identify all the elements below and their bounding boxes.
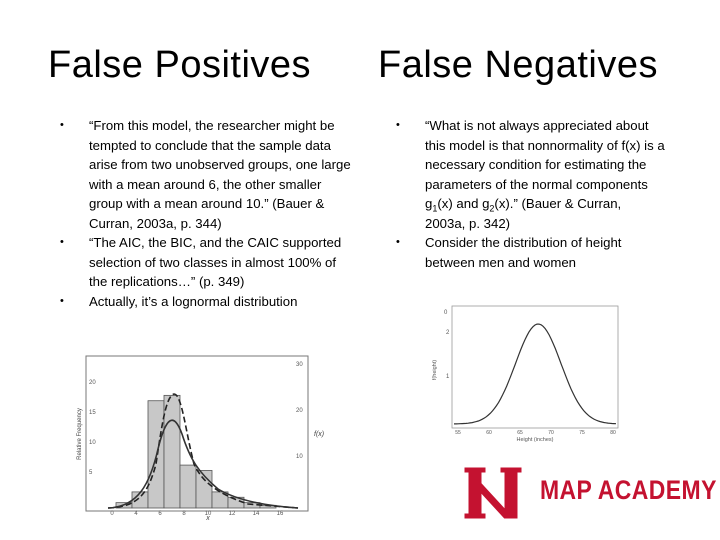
- map-academy-logo: [460, 461, 717, 525]
- tick-label: 5: [89, 470, 93, 476]
- bullet-dot: •: [60, 119, 64, 131]
- tick-label: 20: [89, 380, 96, 386]
- bullet-text: Actually, it’s a lognormal distribution: [89, 293, 298, 309]
- tick-label: 30: [296, 362, 303, 368]
- tick-label: 10: [89, 440, 96, 446]
- tick-label: 2: [446, 330, 450, 336]
- bullet-dot: •: [396, 236, 400, 248]
- tick-label: 80: [610, 430, 616, 436]
- left-column-title: False Positives: [48, 44, 312, 86]
- y-tick-labels: [446, 330, 450, 380]
- list-item: [60, 292, 357, 312]
- tick-label: 10: [296, 454, 303, 460]
- tick-label: 12: [228, 511, 236, 517]
- histogram-bar: [132, 492, 148, 508]
- lognormal-histogram-figure: [77, 354, 325, 524]
- y-axis-label: f(height): [432, 359, 438, 381]
- nebraska-n-icon: [460, 461, 532, 525]
- list-item: [396, 233, 665, 272]
- tick-label: 65: [517, 430, 523, 436]
- bullet-text: “From this model, the researcher might be tempted to conclude that the sample data arise from two unobserved groups, one large with a mean around 6, the other smaller group with a mean around 10.” (Bauer & Curran, 2003a, p. 344): [89, 118, 351, 231]
- bullet-text: “What is not always appreciated about this model is that nonnormality of f(x) is a necessary condition for estimating the parameters of the normal components $g_1(x)$ and $g_2(x)$.” (Bauer & Curran, 2003a, p. 342): [425, 118, 665, 231]
- tick-label: 55: [455, 430, 461, 436]
- tick-label: 20: [296, 408, 303, 414]
- x-axis-label: Height (inches): [516, 437, 554, 443]
- false-positives-list: [60, 116, 357, 311]
- tick-label: 6: [158, 511, 162, 517]
- bullet-text: “The AIC, the BIC, and the CAIC supported selection of two classes in almost 100% of the replications…” (p. 349): [89, 235, 342, 289]
- y-axis-label: Relative Frequency: [77, 408, 83, 460]
- x-tick-labels: [110, 511, 284, 517]
- right-column-title: False Negatives: [378, 44, 658, 86]
- bullet-dot: •: [60, 236, 64, 248]
- histogram-bar: [180, 465, 196, 508]
- histogram-bar: [164, 395, 180, 508]
- list-item: [60, 116, 357, 233]
- bullet-dot: •: [396, 119, 400, 131]
- list-item: [396, 116, 665, 233]
- height-normal-figure: [424, 300, 622, 442]
- list-item: [60, 233, 357, 292]
- bullet-text: Consider the distribution of height between men and women: [425, 235, 622, 270]
- corner-label: 0: [444, 310, 448, 316]
- tick-label: 14: [252, 511, 260, 517]
- tick-label: 60: [486, 430, 492, 436]
- plot-frame: [452, 306, 618, 428]
- x-tick-labels: [455, 430, 616, 436]
- right-axis-label: f(x): [314, 431, 325, 438]
- tick-label: 4: [134, 511, 138, 517]
- false-negatives-list: [396, 116, 665, 272]
- logo-text: MAP ACADEMY: [540, 475, 717, 505]
- x-axis-label: x: [206, 515, 210, 522]
- tick-label: 1: [446, 374, 450, 380]
- tick-label: 8: [182, 511, 186, 517]
- tick-label: 0: [110, 511, 114, 517]
- tick-label: 70: [548, 430, 554, 436]
- tick-label: 75: [579, 430, 585, 436]
- tick-label: 16: [276, 511, 284, 517]
- tick-label: 10: [204, 511, 212, 517]
- tick-label: 15: [89, 410, 96, 416]
- bullet-dot: •: [60, 294, 64, 307]
